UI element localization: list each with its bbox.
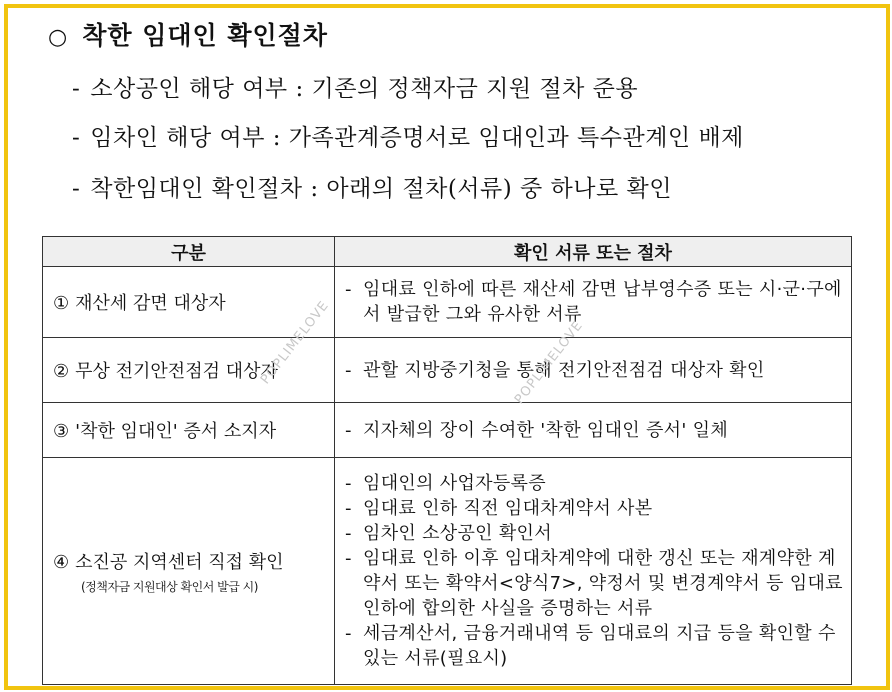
table-row [43, 403, 852, 458]
category-label: '착한 임대인' 증서 소지자 [75, 421, 277, 442]
category-cell [43, 458, 335, 685]
category-cell [43, 267, 335, 338]
category-note: (정책자금 지원대상 확인서 발급 시) [81, 579, 258, 594]
list-item: - 지자체의 장이 수여한 '착한 임대인 증서' 일체 [345, 418, 845, 443]
heading-title: 착한 임대인 확인절차 [82, 21, 328, 50]
category-label: 소진공 지역센터 직접 확인 [75, 551, 284, 573]
criterion-text: 소상공인 해당 여부 : 기존의 정책자금 지원 절차 준용 [90, 76, 639, 102]
watermark: POPLIMELOVE [512, 318, 587, 408]
table-row [43, 267, 852, 338]
category-label: 무상 전기안전점검 대상자 [75, 361, 278, 382]
item-text: 임대료 인하에 따른 재산세 감면 납부영수증 또는 시·군·구에서 발급한 그와 유사한 서류 [363, 279, 842, 325]
list-item: - 임대료 인하 직전 임대차계약서 사본 [345, 496, 845, 521]
list-item: - 임대인의 사업자등록증 [345, 471, 845, 496]
list-item: - 임대료 인하에 따른 재산세 감면 납부영수증 또는 시·군·구에서 발급한 그와 유사한 서류 [345, 277, 845, 327]
item-text: 임대료 인하 직전 임대차계약서 사본 [363, 498, 653, 519]
item-text: 세금계산서, 금융거래내역 등 임대료의 지급 등을 확인할 수 있는 서류(필요시) [363, 623, 836, 669]
table-row [43, 338, 852, 403]
watermark: POPLIMELOVE [258, 298, 333, 388]
dash: - [72, 76, 81, 102]
item-text: 임대료 인하 이후 임대차계약에 대한 갱신 또는 재계약한 계약서 또는 확약서<양식7>, 약정서 및 변경계약서 등 임대료 인하에 합의한 사실을 증명하는 서류 [363, 548, 843, 619]
criterion-sme [72, 70, 638, 103]
criterion-tenant [72, 119, 744, 152]
row-number: ③ [53, 421, 70, 442]
criterion-landlord [72, 170, 672, 203]
procedure-cell [335, 267, 852, 338]
section-heading [48, 16, 328, 52]
procedure-cell [335, 403, 852, 458]
list-item: - 임차인 소상공인 확인서 [345, 521, 845, 546]
procedure-cell [335, 458, 852, 685]
list-item: - 임대료 인하 이후 임대차계약에 대한 갱신 또는 재계약한 계약서 또는 확약서<양식7>, 약정서 및 변경계약서 등 임대료 인하에 합의한 사실을 증명하는 서류 [345, 546, 845, 621]
item-text: 지자체의 장이 수여한 '착한 임대인 증서' 일체 [363, 419, 729, 441]
criterion-text: 착한임대인 확인절차 : 아래의 절차(서류) 중 하나로 확인 [90, 176, 672, 202]
category-cell [43, 338, 335, 403]
item-text: 임차인 소상공인 확인서 [363, 523, 552, 544]
criterion-text: 임차인 해당 여부 : 가족관계증명서로 임대인과 특수관계인 배제 [90, 125, 744, 151]
verification-table [42, 236, 852, 685]
category-cell [43, 403, 335, 458]
circle-bullet-icon: ○ [48, 25, 69, 50]
header-category: 구분 [43, 237, 335, 267]
procedure-cell [335, 338, 852, 403]
row-number: ① [53, 293, 70, 314]
table-header-row [43, 237, 852, 267]
row-number: ② [53, 361, 70, 382]
item-text: 관할 지방중기청을 통해 전기안전점검 대상자 확인 [363, 359, 765, 381]
table-row [43, 458, 852, 685]
dash: - [72, 125, 81, 151]
category-label: 재산세 감면 대상자 [75, 293, 226, 314]
list-item: - 관할 지방중기청을 통해 전기안전점검 대상자 확인 [345, 358, 845, 383]
list-item: - 세금계산서, 금융거래내역 등 임대료의 지급 등을 확인할 수 있는 서류(필요시) [345, 621, 845, 671]
item-text: 임대인의 사업자등록증 [363, 473, 546, 494]
dash: - [72, 176, 81, 202]
header-procedure: 확인 서류 또는 절차 [335, 237, 852, 267]
row-number: ④ [53, 551, 70, 573]
